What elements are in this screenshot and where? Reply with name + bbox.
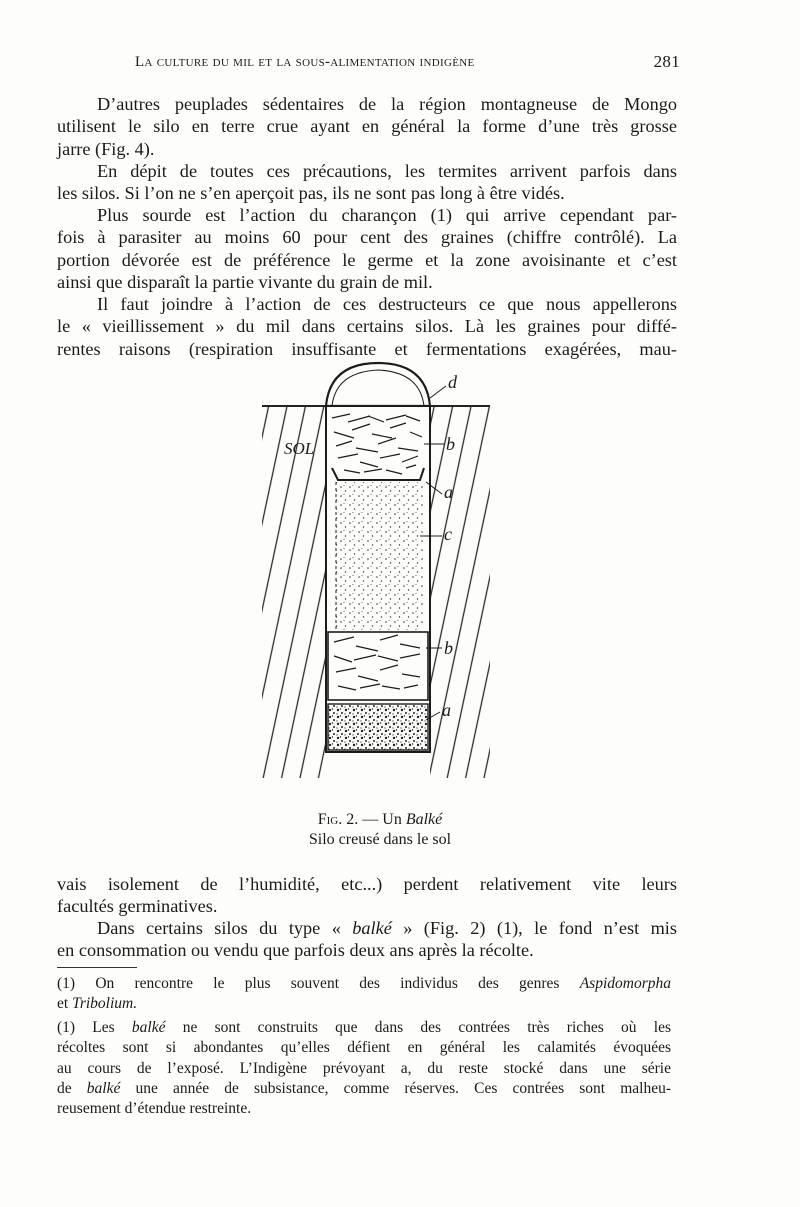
text-run-italic: Aspidomorpha	[579, 975, 671, 992]
text-line: fois à parasiter au moins 60 pour cent des graines (chiffre contrôlé). La	[57, 227, 677, 248]
text-line: Plus sourde est l’action du charançon (1) qui arrive cependant par-	[97, 205, 677, 225]
text-line: jarre (Fig. 4).	[57, 138, 155, 159]
caption-title	[200, 810, 560, 830]
footnote-line	[57, 974, 671, 994]
label-a-bottom: a	[442, 700, 451, 720]
text-run: une année de subsistance, comme réserves. Ces contrées sont malheu-	[120, 1079, 671, 1097]
text-run-italic: balké	[352, 918, 392, 938]
paragraph-weevil	[57, 204, 677, 293]
straw-basket-bottom	[328, 632, 428, 700]
label-c: c	[444, 524, 452, 544]
text-line: En dépit de toutes ces précautions, les termites arrivent parfois dans	[97, 161, 677, 181]
text-line: le « vieillissement » du mil dans certains silos. Là les graines pour diffé-	[57, 316, 677, 337]
paragraph-aging-cont	[57, 873, 677, 918]
footnote-line: au cours de l’exposé. L’Indigène prévoyant a, du reste stocké dans une série	[57, 1059, 671, 1077]
text-run: » (Fig. 2) (1), le fond n’est mis	[391, 918, 678, 938]
text-run: (1) On rencontre le plus souvent des individus des genres	[57, 975, 580, 992]
footnote-line	[57, 1018, 671, 1038]
figure-caption	[200, 810, 560, 850]
text-line	[57, 917, 677, 939]
text-line: les silos. Si l’on ne s’en aperçoit pas, ils ne sont pas long à être vidés.	[57, 183, 565, 204]
gravel-layer	[328, 704, 428, 750]
label-b-top: b	[446, 434, 455, 454]
text-line: Il faut joindre à l’action de ces destructeurs ce que nous appellerons	[97, 294, 677, 314]
label-sol: SOL	[284, 439, 315, 458]
running-header	[135, 54, 680, 78]
footnote-line	[57, 994, 671, 1014]
text-run-italic: Tribolium.	[72, 995, 138, 1013]
paragraph-mongo-silos	[57, 93, 677, 160]
footnote-1	[57, 974, 671, 1015]
paragraph-termites	[57, 160, 677, 205]
text-line: rentes raisons (respiration insuffisante et fermentations exagérées, mau-	[57, 338, 677, 359]
page-number: 281	[653, 52, 680, 71]
label-a-top: a	[444, 482, 453, 502]
caption-fig-label: Fig. 2.	[317, 811, 359, 828]
footnote-rule	[57, 967, 137, 968]
silo-dome-lid	[326, 363, 430, 406]
silo-figure	[240, 358, 510, 798]
text-line: en consommation ou vendu que parfois deux ans après la récolte.	[57, 940, 534, 961]
running-title: La culture du mil et la sous-alimentation indigène	[135, 54, 475, 70]
text-line: facultés germinatives.	[57, 896, 218, 917]
caption-subtitle: Silo creusé dans le sol	[308, 831, 452, 848]
footnote-2	[57, 1018, 671, 1119]
text-run-italic: balké	[86, 1079, 121, 1097]
soil-left-hatching	[262, 406, 326, 778]
label-d: d	[448, 372, 457, 392]
text-line: vais isolement de l’humidité, etc...) perdent relativement vite leurs	[57, 874, 677, 894]
text-line: portion dévorée est de préférence le germe et la zone avoisinante et c’est	[57, 249, 677, 270]
paragraph-aging	[57, 293, 677, 360]
text-line: utilisent le silo en terre crue ayant en général la forme d’une très grosse	[57, 116, 677, 137]
leader-d	[430, 386, 446, 398]
grain-column	[336, 482, 424, 630]
text-line: ainsi que disparaît la partie vivante du grain de mil.	[57, 271, 433, 292]
text-run: (1) Les	[57, 1019, 132, 1036]
caption-dash: — Un	[358, 811, 406, 828]
label-b-bottom: b	[444, 638, 453, 658]
caption-figure-name: Balké	[405, 811, 443, 828]
text-line: D’autres peuplades sédentaires de la région montagneuse de Mongo	[97, 94, 677, 114]
text-run: ne sont construits que dans des contrées très riches où les	[165, 1019, 671, 1036]
text-run: de	[57, 1079, 87, 1097]
footnote-line: reusement d’étendue restreinte.	[57, 1100, 252, 1118]
footnote-line: récoltes sont si abondantes qu’elles défient en général les calamités évoquées	[57, 1039, 671, 1057]
text-run: et	[57, 995, 73, 1013]
text-run: Dans certains silos du type «	[97, 918, 353, 938]
soil-right-hatching	[430, 406, 490, 778]
footnote-line	[57, 1079, 671, 1099]
paragraph-balke	[57, 917, 677, 962]
text-run-italic: balké	[131, 1019, 166, 1036]
